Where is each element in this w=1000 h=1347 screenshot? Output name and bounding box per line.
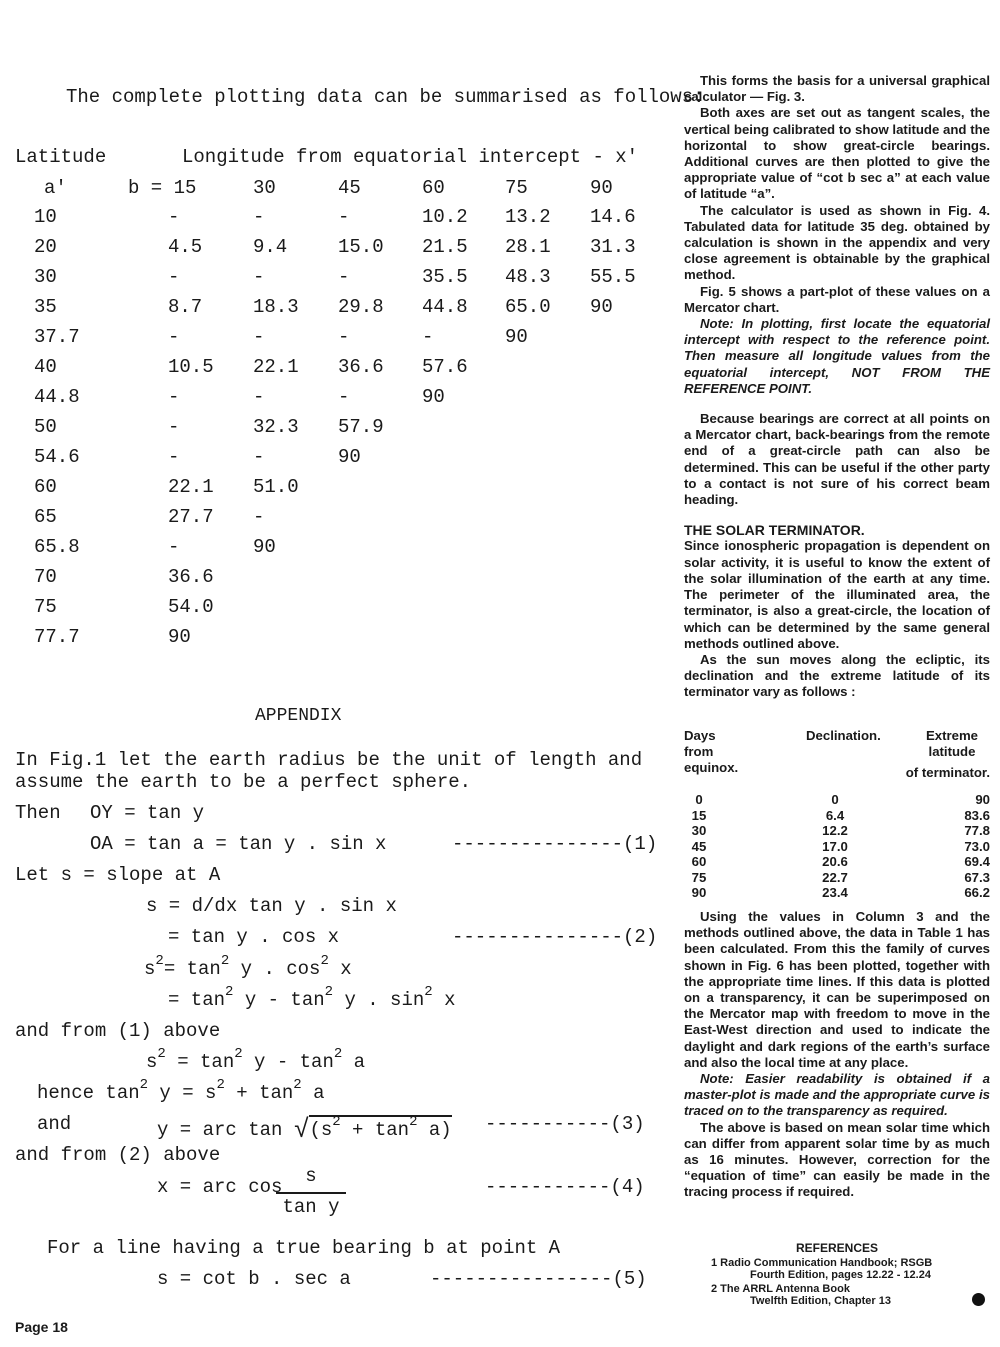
right-column-top	[684, 73, 990, 701]
declination-table-cell: 6.4	[825, 807, 845, 823]
table-value-cell: 54.0	[168, 596, 214, 618]
declination-table-cell: 73.0	[964, 838, 990, 854]
declination-table-cell: 67.3	[964, 869, 990, 885]
table-value-cell: 29.8	[338, 296, 384, 318]
reference-1-line-2: Fourth Edition, pages 12.22 - 12.24	[750, 1269, 931, 1281]
declination-table-cell: 66.2	[964, 885, 990, 900]
table-value-cell: 57.9	[338, 416, 384, 438]
table-value-cell: -	[168, 446, 180, 468]
dt-header-days	[684, 728, 738, 776]
paragraph-back-bearings: Because bearings are correct at all points on a Mercator chart, back-bearings from the remote end of a great-circle path can also be determined. This can be useful if the other party to a contact is not sure of his correct beam heading.	[684, 411, 990, 508]
appendix-title: APPENDIX	[255, 706, 342, 726]
table-value-cell: -	[253, 506, 265, 528]
declination-table-cell: 69.4	[964, 854, 990, 869]
table-value-cell: -	[168, 266, 180, 288]
table-latitude-cell: 75	[34, 596, 57, 618]
table-header-longitude: Longitude from equatorial intercept - x'	[182, 146, 639, 168]
right-column-bottom	[684, 909, 990, 1201]
table-value-cell: -	[253, 326, 265, 348]
table-latitude-cell: 77.7	[34, 626, 80, 648]
table-latitude-cell: 35	[34, 296, 57, 318]
declination-table-cell: 90	[975, 792, 990, 807]
paragraph-ionospheric: Since ionospheric propagation is dependent on solar activity, it is useful to know the extent of the solar illumination of the earth at any time. The perimeter of the illuminated area, the terminator, is also a great-circle, the location of which can be determined by the same general methods outlined above.	[684, 538, 990, 651]
table-value-cell: -	[253, 446, 265, 468]
table-column-header: b = 15	[128, 177, 197, 199]
equation-5-label: (5)	[612, 1268, 647, 1290]
equation-oa: OA = tan a = tan y . sin x	[90, 833, 387, 855]
declination-table-cell: 30	[691, 823, 707, 838]
table-value-cell: -	[253, 386, 265, 408]
and-label: and	[37, 1113, 72, 1135]
table-value-cell: -	[338, 266, 350, 288]
table-value-cell: 90	[422, 386, 445, 408]
equation-4-fraction-bar	[276, 1192, 346, 1194]
table-latitude-cell: 65.8	[34, 536, 80, 558]
paragraph-ecliptic: As the sun moves along the ecliptic, its declination and the extreme latitude of its terminator vary as follows :	[684, 651, 990, 700]
table-value-cell: -	[422, 326, 434, 348]
table-value-cell: 51.0	[253, 476, 299, 498]
hence-line: hence $\tan^2 y = s^2 + \tan^2 a$	[37, 1077, 325, 1104]
references-heading: REFERENCES	[795, 1241, 878, 1255]
equation-s1: s = d/dx tan y . sin x	[146, 895, 397, 917]
and-from-1-label: and from (1) above	[15, 1020, 221, 1042]
equation-s2: = tan y . cos x	[168, 926, 340, 948]
table-value-cell: -	[168, 536, 180, 558]
declination-table-cell: 60	[691, 854, 707, 869]
declination-table-cell: 17.0	[822, 838, 848, 854]
equation-1-label: (1)	[623, 833, 658, 855]
table-value-cell: 21.5	[422, 236, 468, 258]
table-value-cell: 14.6	[590, 206, 636, 228]
then-label: Then	[15, 802, 61, 824]
table-latitude-cell: 65	[34, 506, 57, 528]
table-value-cell: 90	[338, 446, 361, 468]
table-value-cell: -	[168, 326, 180, 348]
equation-s-squared-2: = $\tan^2 y - \tan^2 y$ . $\sin^2 x$	[168, 984, 456, 1011]
equation-4-denominator: tan y	[282, 1196, 340, 1218]
table-latitude-cell: 44.8	[34, 386, 80, 408]
declination-table-cell: 12.2	[822, 823, 848, 838]
appendix-para-line-2: assume the earth to be a perfect sphere.	[15, 771, 472, 793]
table-value-cell: 32.3	[253, 416, 299, 438]
dt-header-extreme	[900, 728, 990, 781]
table-latitude-cell: 10	[34, 206, 57, 228]
dt-header-days-2: from	[684, 744, 714, 759]
end-bullet-icon	[972, 1293, 985, 1306]
dt-header-extreme-3: of terminator.	[905, 765, 990, 780]
paragraph-mean-solar-time: The above is based on mean solar time which can differ from apparent solar time by as much as 16 minutes. However, correction for the “equation of time” can easily be made in the tracing process if required.	[684, 1119, 990, 1200]
declination-table-cell: 83.6	[964, 807, 990, 823]
table-value-cell: -	[253, 206, 265, 228]
table-value-cell: 27.7	[168, 506, 214, 528]
equation-3-label: (3)	[610, 1113, 645, 1135]
paragraph-plotting-note: Note: In plotting, first locate the equatorial intercept with respect to the reference point. Then measure all longitude values from the equatorial intercept, NOT FROM THE REFERENCE POINT.	[684, 316, 990, 396]
equation-3-dashes: -----------(3)	[485, 1113, 645, 1135]
declination-table-cell: 90	[691, 885, 707, 900]
table-value-cell: -	[338, 326, 350, 348]
table-value-cell: 48.3	[505, 266, 551, 288]
paragraph-calculator-use: The calculator is used as shown in Fig. 4. Tabulated data for latitude 35 deg. obtained by calculation is shown in the appendix and very close agreement is obtainable by the graphical method.	[684, 202, 990, 283]
table-value-cell: 8.7	[168, 296, 203, 318]
table-latitude-cell: 20	[34, 236, 57, 258]
table-latitude-cell: 30	[34, 266, 57, 288]
table-value-cell: 18.3	[253, 296, 299, 318]
table-column-header: 90	[590, 177, 613, 199]
paragraph-mercator-plot: Fig. 5 shows a part-plot of these values on a Mercator chart.	[684, 283, 990, 315]
table-header-latitude: Latitude	[15, 146, 107, 168]
table-column-header: 75	[505, 177, 528, 199]
dt-header-extreme-1: Extreme	[925, 728, 979, 743]
dt-header-days-3: equinox.	[684, 760, 739, 775]
equation-4-numerator: s	[305, 1165, 317, 1187]
table-value-cell: -	[168, 386, 180, 408]
table-latitude-cell: 54.6	[34, 446, 80, 468]
reference-2-line-2: Twelfth Edition, Chapter 13	[750, 1295, 891, 1307]
let-s-line: Let s = slope at A	[15, 864, 221, 886]
hence-label: hence	[37, 1082, 95, 1104]
paragraph-readability-note: Note: Easier readability is obtained if a master-plot is made and the appropriate curve is traced on to the transparency as required.	[684, 1071, 990, 1119]
dt-header-days-1: Days	[684, 728, 716, 743]
equation-4-dashes: -----------(4)	[485, 1176, 645, 1198]
table-value-cell: 22.1	[168, 476, 214, 498]
table-column-header: 45	[338, 177, 361, 199]
page-number: Page 18	[15, 1319, 68, 1335]
table-value-cell: 90	[505, 326, 528, 348]
table-latitude-cell: 37.7	[34, 326, 80, 348]
appendix-para-line-1: In Fig.1 let the earth radius be the unit of length and	[15, 749, 643, 771]
declination-table-cell: 75	[691, 869, 707, 885]
table-value-cell: 44.8	[422, 296, 468, 318]
paragraph-tangent-scales: Both axes are set out as tangent scales, the vertical being calibrated to show latitude and the horizontal to show great-circle bearings. Additional curves are then plotted to give the appropriate value of “cot b sec a” at each value of latitude “a”.	[684, 105, 990, 202]
equation-5: s = cot b . sec a	[157, 1268, 351, 1290]
table-header-a: a'	[44, 177, 67, 199]
table-value-cell: 65.0	[505, 296, 551, 318]
table-value-cell: -	[168, 416, 180, 438]
table-value-cell: -	[338, 386, 350, 408]
table-latitude-cell: 60	[34, 476, 57, 498]
table-column-header: 30	[253, 177, 276, 199]
table-value-cell: 9.4	[253, 236, 288, 258]
table-value-cell: 36.6	[168, 566, 214, 588]
table-value-cell: 90	[168, 626, 191, 648]
table-column-header: 60	[422, 177, 445, 199]
equation-2-dashes: ---------------(2)	[452, 926, 658, 948]
table-value-cell: 35.5	[422, 266, 468, 288]
declination-table-cell: 77.8	[964, 823, 990, 838]
table-value-cell: 36.6	[338, 356, 384, 378]
table-value-cell: -	[253, 266, 265, 288]
table-value-cell: 4.5	[168, 236, 203, 258]
table-value-cell: 57.6	[422, 356, 468, 378]
table-value-cell: -	[168, 206, 180, 228]
table-value-cell: 13.2	[505, 206, 551, 228]
dt-header-declination: Declination.	[806, 728, 881, 743]
table-value-cell: 28.1	[505, 236, 551, 258]
paragraph-column-3: Using the values in Column 3 and the methods outlined above, the data in Table 1 has been calculated. From this the family of curves shown in Fig. 6 has been plotted, together with the appropriate time lines. If this data is plotted on a transparency, it can be superimposed on the Mercator map with freedom to move in the East-West direction and used to indicate the daylight and dark regions of the earth’s surface and also the local time at any place.	[684, 909, 990, 1070]
equation-4-label: (4)	[610, 1176, 645, 1198]
table-latitude-cell: 70	[34, 566, 57, 588]
table-value-cell: 10.2	[422, 206, 468, 228]
equation-2-label: (2)	[623, 926, 658, 948]
equation-4-left: x = arc cos	[157, 1176, 283, 1198]
table-value-cell: 90	[590, 296, 613, 318]
intro-text: The complete plotting data can be summarised as follows:	[66, 86, 705, 108]
declination-table-cell: 0	[695, 792, 703, 807]
table-value-cell: 22.1	[253, 356, 299, 378]
paragraph-universal-calculator: This forms the basis for a universal graphical calculator — Fig. 3.	[684, 73, 990, 105]
table-latitude-cell: 40	[34, 356, 57, 378]
equation-3: y = arc $\tan √(s^2 + \tan^2 a)$	[157, 1114, 452, 1145]
declination-table-cell: 23.4	[822, 885, 848, 900]
table-value-cell: -	[338, 206, 350, 228]
table-value-cell: 90	[253, 536, 276, 558]
and-from-2-label: and from (2) above	[15, 1144, 221, 1166]
declination-table-cell: 15	[691, 807, 707, 823]
reference-2-line-1: 2 The ARRL Antenna Book	[711, 1283, 850, 1295]
declination-table-cell: 20.6	[822, 854, 848, 869]
table-value-cell: 31.3	[590, 236, 636, 258]
equation-oy: OY = tan y	[90, 802, 205, 824]
bearing-line-text: For a line having a true bearing b at point A	[47, 1237, 561, 1259]
declination-table-cell: 45	[691, 838, 707, 854]
table-value-cell: 15.0	[338, 236, 384, 258]
table-value-cell: 10.5	[168, 356, 214, 378]
declination-table-cell: 22.7	[822, 869, 848, 885]
table-latitude-cell: 50	[34, 416, 57, 438]
section-heading-solar-terminator: THE SOLAR TERMINATOR.	[684, 522, 865, 539]
equation-s-squared: $s^2= \tan^2 y$ . $\cos^2 x$	[144, 953, 352, 980]
table-value-cell: 55.5	[590, 266, 636, 288]
reference-1-line-1: 1 Radio Communication Handbook; RSGB	[711, 1257, 933, 1269]
equation-s-squared-3: $s^2 = \tan^2 y - \tan^2 a$	[146, 1046, 366, 1073]
declination-table-cell: 0	[831, 792, 839, 807]
equation-5-dashes: ----------------(5)	[430, 1268, 647, 1290]
equation-1-dashes: ---------------(1)	[452, 833, 658, 855]
dt-header-extreme-2: latitude	[928, 744, 976, 759]
